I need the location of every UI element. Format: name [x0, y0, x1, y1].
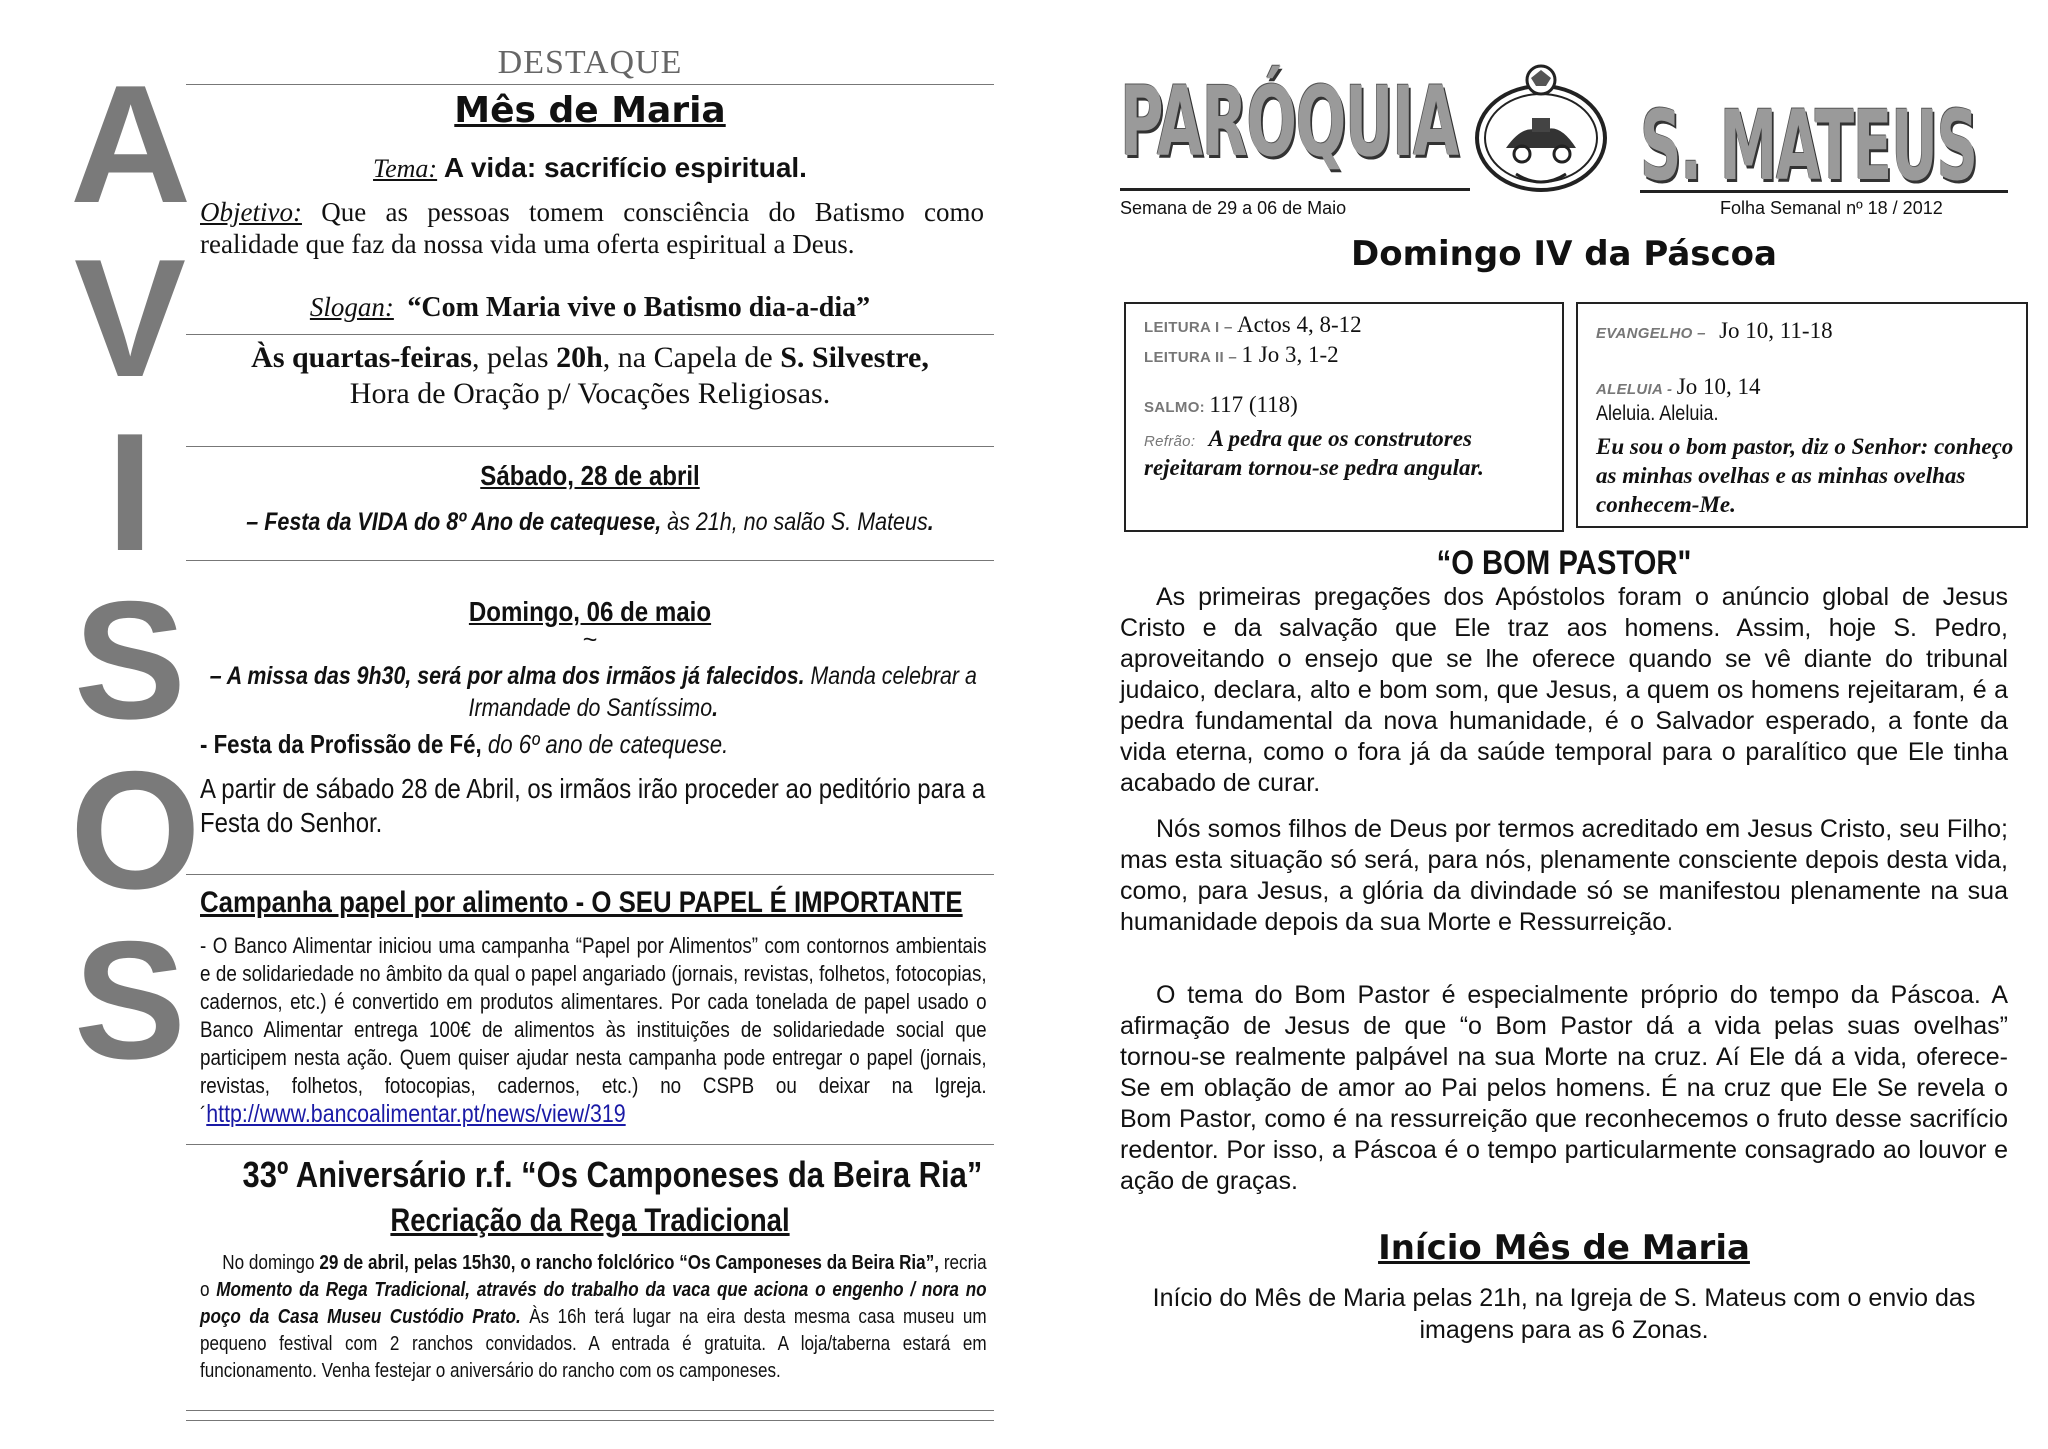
sabado-bold: – Festa da VIDA do 8º Ano de catequese,: [246, 508, 662, 536]
campanha-body: [200, 932, 987, 1129]
rega-title: Recriação da Rega Tradicional: [390, 1202, 790, 1238]
quartas-text: , na Capela de: [602, 341, 781, 374]
refrao-label: Refrão:: [1144, 433, 1196, 450]
refrao-text: A pedra que os construtores rejeitaram tornou-se pedra angular.: [1144, 426, 1484, 480]
divider: [186, 1410, 994, 1411]
divider: [186, 334, 994, 335]
sabado-title: Sábado, 28 de abril: [480, 460, 700, 491]
rega-text: No domingo: [222, 1252, 320, 1274]
rega-body: [200, 1250, 987, 1385]
divider: [186, 560, 994, 561]
avisos-letter: I: [106, 398, 154, 586]
masthead-paroquia: PARÓQUIA: [1120, 66, 1458, 178]
missa-notice: [200, 660, 987, 724]
parish-logo-icon: [1466, 62, 1616, 202]
aniversario-title: 33º Aniversário r.f. “Os Camponeses da Beira Ria”: [242, 1154, 983, 1195]
article-paragraph: O tema do Bom Pastor é especialmente próprio do tempo da Páscoa. A afirmação de Jesus de que “o Bom Pastor dá a vida pelas suas ovelhas” tornou-se realmente palpável na sua Morte na cruz. Aí Ele dá a vida, oferece-Se em oblação de amor ao Pai pelos homens. É na cruz que Ele Se revela o Bom Pastor, como é na ressurreição que reconhecemos o fruto desse sacrifício redentor. Por isso, a Páscoa é o tempo particularmente consagrado ao louvor e ação de graças.: [1120, 981, 2008, 1195]
festa-profissao: [200, 728, 987, 760]
aleluia-verse: Eu sou o bom pastor, diz o Senhor: conheço as minhas ovelhas e as minhas ovelhas conhecem-Me.: [1596, 434, 2014, 517]
banco-alimentar-link[interactable]: http://www.bancoalimentar.pt/news/view/319: [206, 1100, 626, 1128]
sabado-rest: às 21h, no salão S. Mateus: [661, 508, 928, 536]
sabado-end: .: [927, 508, 934, 536]
tilde: ~: [582, 626, 598, 654]
domingo-pascoa-title: Domingo IV da Páscoa: [1351, 234, 1777, 274]
salmo-label: SALMO:: [1144, 399, 1205, 416]
aleluia-ref: Jo 10, 14: [1676, 374, 1761, 399]
bom-pastor-title: “O BOM PASTOR": [1436, 544, 1692, 582]
rega-text: Às 16h terá lugar na eira desta mesma casa museu um pequeno festival com 2 ranchos convidados. A entrada é gratuita. A loja/taberna estará em funcionamento. Venha festejar o aniversário do rancho com os camponeses.: [200, 1306, 987, 1382]
article-paragraph: Nós somos filhos de Deus por termos acreditado em Jesus Cristo, seu Filho; mas esta situação só será, para nós, plenamente consciente depois desta vida, como, para Jesus, a glória da divindade só se manifestou plenamente na sua humanidade depois da sua Morte e Ressurreição.: [1120, 815, 2008, 936]
divider: [186, 1144, 994, 1145]
slogan-label: Slogan:: [309, 292, 394, 322]
slogan-line: [186, 292, 994, 324]
quartas-notice: [186, 340, 994, 412]
tema-label: Tema:: [373, 154, 438, 183]
campanha-title: Campanha papel por alimento - O SEU PAPEL É IMPORTANTE: [200, 886, 963, 919]
quartas-line2: Hora de Oração p/ Vocações Religiosas.: [349, 377, 831, 410]
divider: [186, 84, 994, 85]
semana-label: Semana de 29 a 06 de Maio: [1120, 198, 1347, 218]
rega-bold-italic: Momento da Rega Tradicional, através do trabalho da vaca que aciona o engenho / nora no poço da Casa Museu Custódio Prato.: [200, 1279, 987, 1328]
avisos-letter: O: [70, 736, 201, 924]
inicio-mes-maria-body: Início do Mês de Maria pelas 21h, na Igreja de S. Mateus com o envio das imagens para as 6 Zonas.: [1152, 1284, 1976, 1344]
leitura2-ref: 1 Jo 3, 1-2: [1241, 342, 1339, 367]
leitura1-ref: Actos 4, 8-12: [1237, 312, 1362, 337]
leitura2-label: LEITURA II –: [1144, 349, 1238, 366]
quartas-place: S. Silvestre,: [780, 341, 929, 374]
objetivo-text: Que as pessoas tomem consciência do Batismo como realidade que faz da nossa vida uma oferta espiritual a Deus.: [200, 197, 985, 259]
masthead-s-mateus: S. MATEUS: [1640, 90, 1977, 202]
avisos-letter: A: [70, 50, 192, 238]
avisos-letter: S: [73, 566, 187, 754]
tema-value: A vida: sacrifício espiritual.: [443, 152, 807, 183]
quartas-hour: 20h: [556, 341, 603, 374]
article-paragraph: As primeiras pregações dos Apóstolos foram o anúncio global de Jesus Cristo e da salvação que Ele traz aos homens. Assim, hoje S. Pedro, aproveitando o ensejo que se lhe oferece quando se vê diante do tribunal judaico, declara, alto e bom som, que Jesus, a quem os homens rejeitaram, é a pedra fundamental da nova humanidade, é o Salvador esperado, a fonte da vida eterna, como o fora já da saúde temporal para o paralítico que Ele tinha acabado de curar.: [1120, 583, 2008, 797]
evangelho-ref: Jo 10, 11-18: [1719, 318, 1833, 343]
divider: [186, 446, 994, 447]
readings-box: [1124, 302, 1564, 532]
objetivo-paragraph: [200, 196, 984, 260]
divider: [186, 874, 994, 875]
missa-bold: – A missa das 9h30, será por alma dos irmãos já falecidos.: [209, 662, 805, 690]
festa-bold: - Festa da Profissão de Fé,: [200, 729, 482, 759]
slogan-value: “Com Maria vive o Batismo dia-a-dia”: [407, 292, 871, 323]
missa-end: .: [712, 694, 719, 722]
divider: [186, 1420, 994, 1421]
campanha-text: - O Banco Alimentar iniciou uma campanha “Papel por Alimentos” com contornos ambientais e de solidariedade no âmbito da qual o papel angariado (jornais, revistas, folhetos, fotocopias, cadernos, etc.) é convertido em produtos alimentares. Por cada tonelada de papel usado o Banco Alimentar entrega 100€ de alimentos às instituições de solidariedade social que participem nesta ação. Quem quiser ajudar nesta campanha pode entregar o papel (jornais, revistas, folhetos, fotocopias, cadernos, etc.) no CSPB ou deixar na Igreja. ´: [200, 933, 987, 1127]
mes-de-maria-title: Mês de Maria: [454, 90, 726, 131]
peditorio-text: A partir de sábado 28 de Abril, os irmãos irão proceder ao peditório para a Festa do Senhor.: [200, 773, 986, 838]
aleluia-label: ALELUIA -: [1596, 381, 1673, 398]
salmo-ref: 117 (118): [1209, 392, 1298, 417]
aleluia-text: Aleluia. Aleluia.: [1596, 402, 1719, 425]
avisos-letter: S: [73, 906, 187, 1094]
quartas-day: Às quartas-feiras: [251, 341, 472, 374]
domingo-06-title: Domingo, 06 de maio: [468, 596, 712, 627]
missa-rest: Manda celebrar a Irmandade do Santíssimo: [468, 662, 977, 722]
evangelho-label: EVANGELHO –: [1596, 325, 1706, 342]
objetivo-label: Objetivo:: [200, 197, 302, 227]
leitura1-label: LEITURA I –: [1144, 319, 1233, 336]
sabado-line: [243, 506, 938, 538]
avisos-letter: V: [73, 224, 187, 412]
folha-semanal-label: Folha Semanal nº 18 / 2012: [1720, 198, 1943, 218]
masthead-rule: [1120, 188, 1470, 191]
inicio-mes-maria-title: Início Mês de Maria: [1378, 1228, 1750, 1268]
rega-bold: 29 de abril, pelas 15h30, o rancho folclórico “Os Camponeses da Beira Ria”,: [319, 1252, 940, 1274]
masthead-rule: [1640, 190, 2008, 193]
destaque-label: DESTAQUE: [497, 44, 683, 81]
gospel-box: [1576, 302, 2028, 528]
festa-rest: do 6º ano de catequese.: [481, 729, 729, 759]
tema-line: [186, 152, 994, 184]
quartas-text: , pelas: [471, 341, 557, 374]
rega-text: recria o: [200, 1252, 987, 1301]
